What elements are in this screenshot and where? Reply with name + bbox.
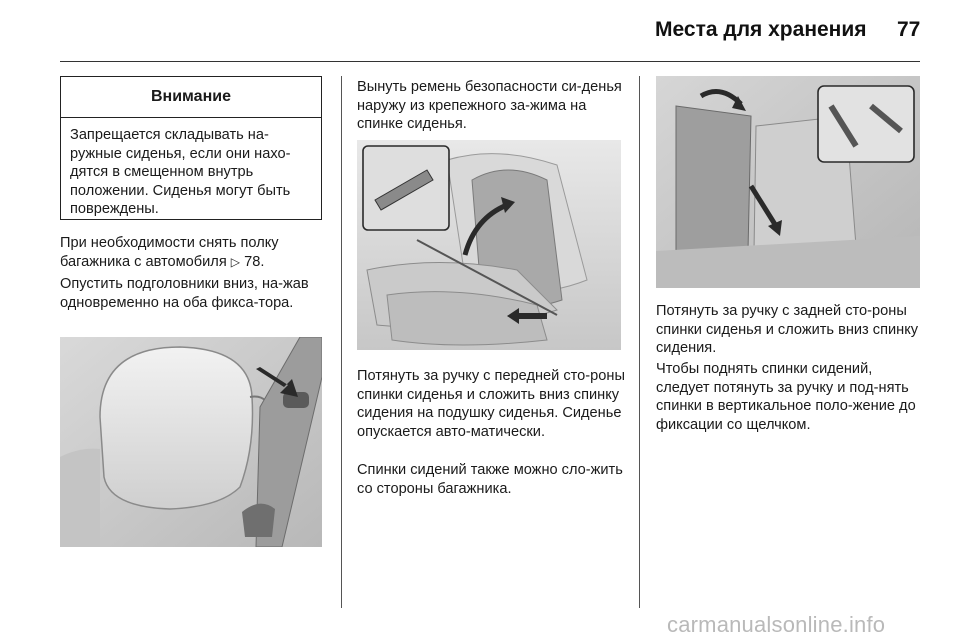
col2-paragraph-3: Спинки сидений также можно сло-жить со стороны багажника. (357, 462, 623, 497)
warning-text: Запрещается складывать на-ружные сиденья, если они нахо-дятся в смещенном внутрь положении. Сиденья могут быть повреждены. (70, 127, 291, 218)
col3-paragraph-2: Чтобы поднять спинки сидений, следует потянуть за ручку и под-нять спинки в вертикальное поло-жение до фиксации со щелчком. (656, 361, 916, 433)
headrest-illustration (60, 337, 322, 547)
col3-paragraph-1: Потянуть за ручку с задней сто-роны спинки сиденья и сложить вниз спинку сидения. (656, 303, 919, 357)
col1-paragraph-1 (60, 234, 324, 271)
seatback-fold-rear-illustration (656, 76, 920, 288)
col1-paragraph-1-text: При необходимости снять полку багажника с автомобиля (60, 235, 279, 270)
column-divider-1 (341, 76, 342, 608)
warning-title: Внимание (61, 77, 321, 118)
page-title: Места для хранения (655, 18, 867, 41)
warning-box (60, 76, 322, 220)
watermark: carmanualsonline.info (667, 612, 886, 637)
col1-paragraph-2: Опустить подголовники вниз, на-жав одновременно на оба фикса-тора. (60, 276, 309, 311)
page-reference-link[interactable]: 78. (244, 253, 265, 270)
page-number: 77 (897, 18, 921, 41)
arrow-reference-icon: ▷ (230, 254, 241, 269)
header-divider (60, 61, 920, 62)
column-divider-2 (639, 76, 640, 608)
col2-paragraph-1: Вынуть ремень безопасности си-денья наружу из крепежного за-жима на спинке сиденья. (357, 79, 622, 133)
col2-paragraph-2: Потянуть за ручку с передней сто-роны спинки сиденья и сложить вниз спинку сидения на подушку сиденья. Сиденье опускается авто-матически. (357, 368, 625, 440)
seatback-fold-front-illustration (357, 140, 621, 350)
